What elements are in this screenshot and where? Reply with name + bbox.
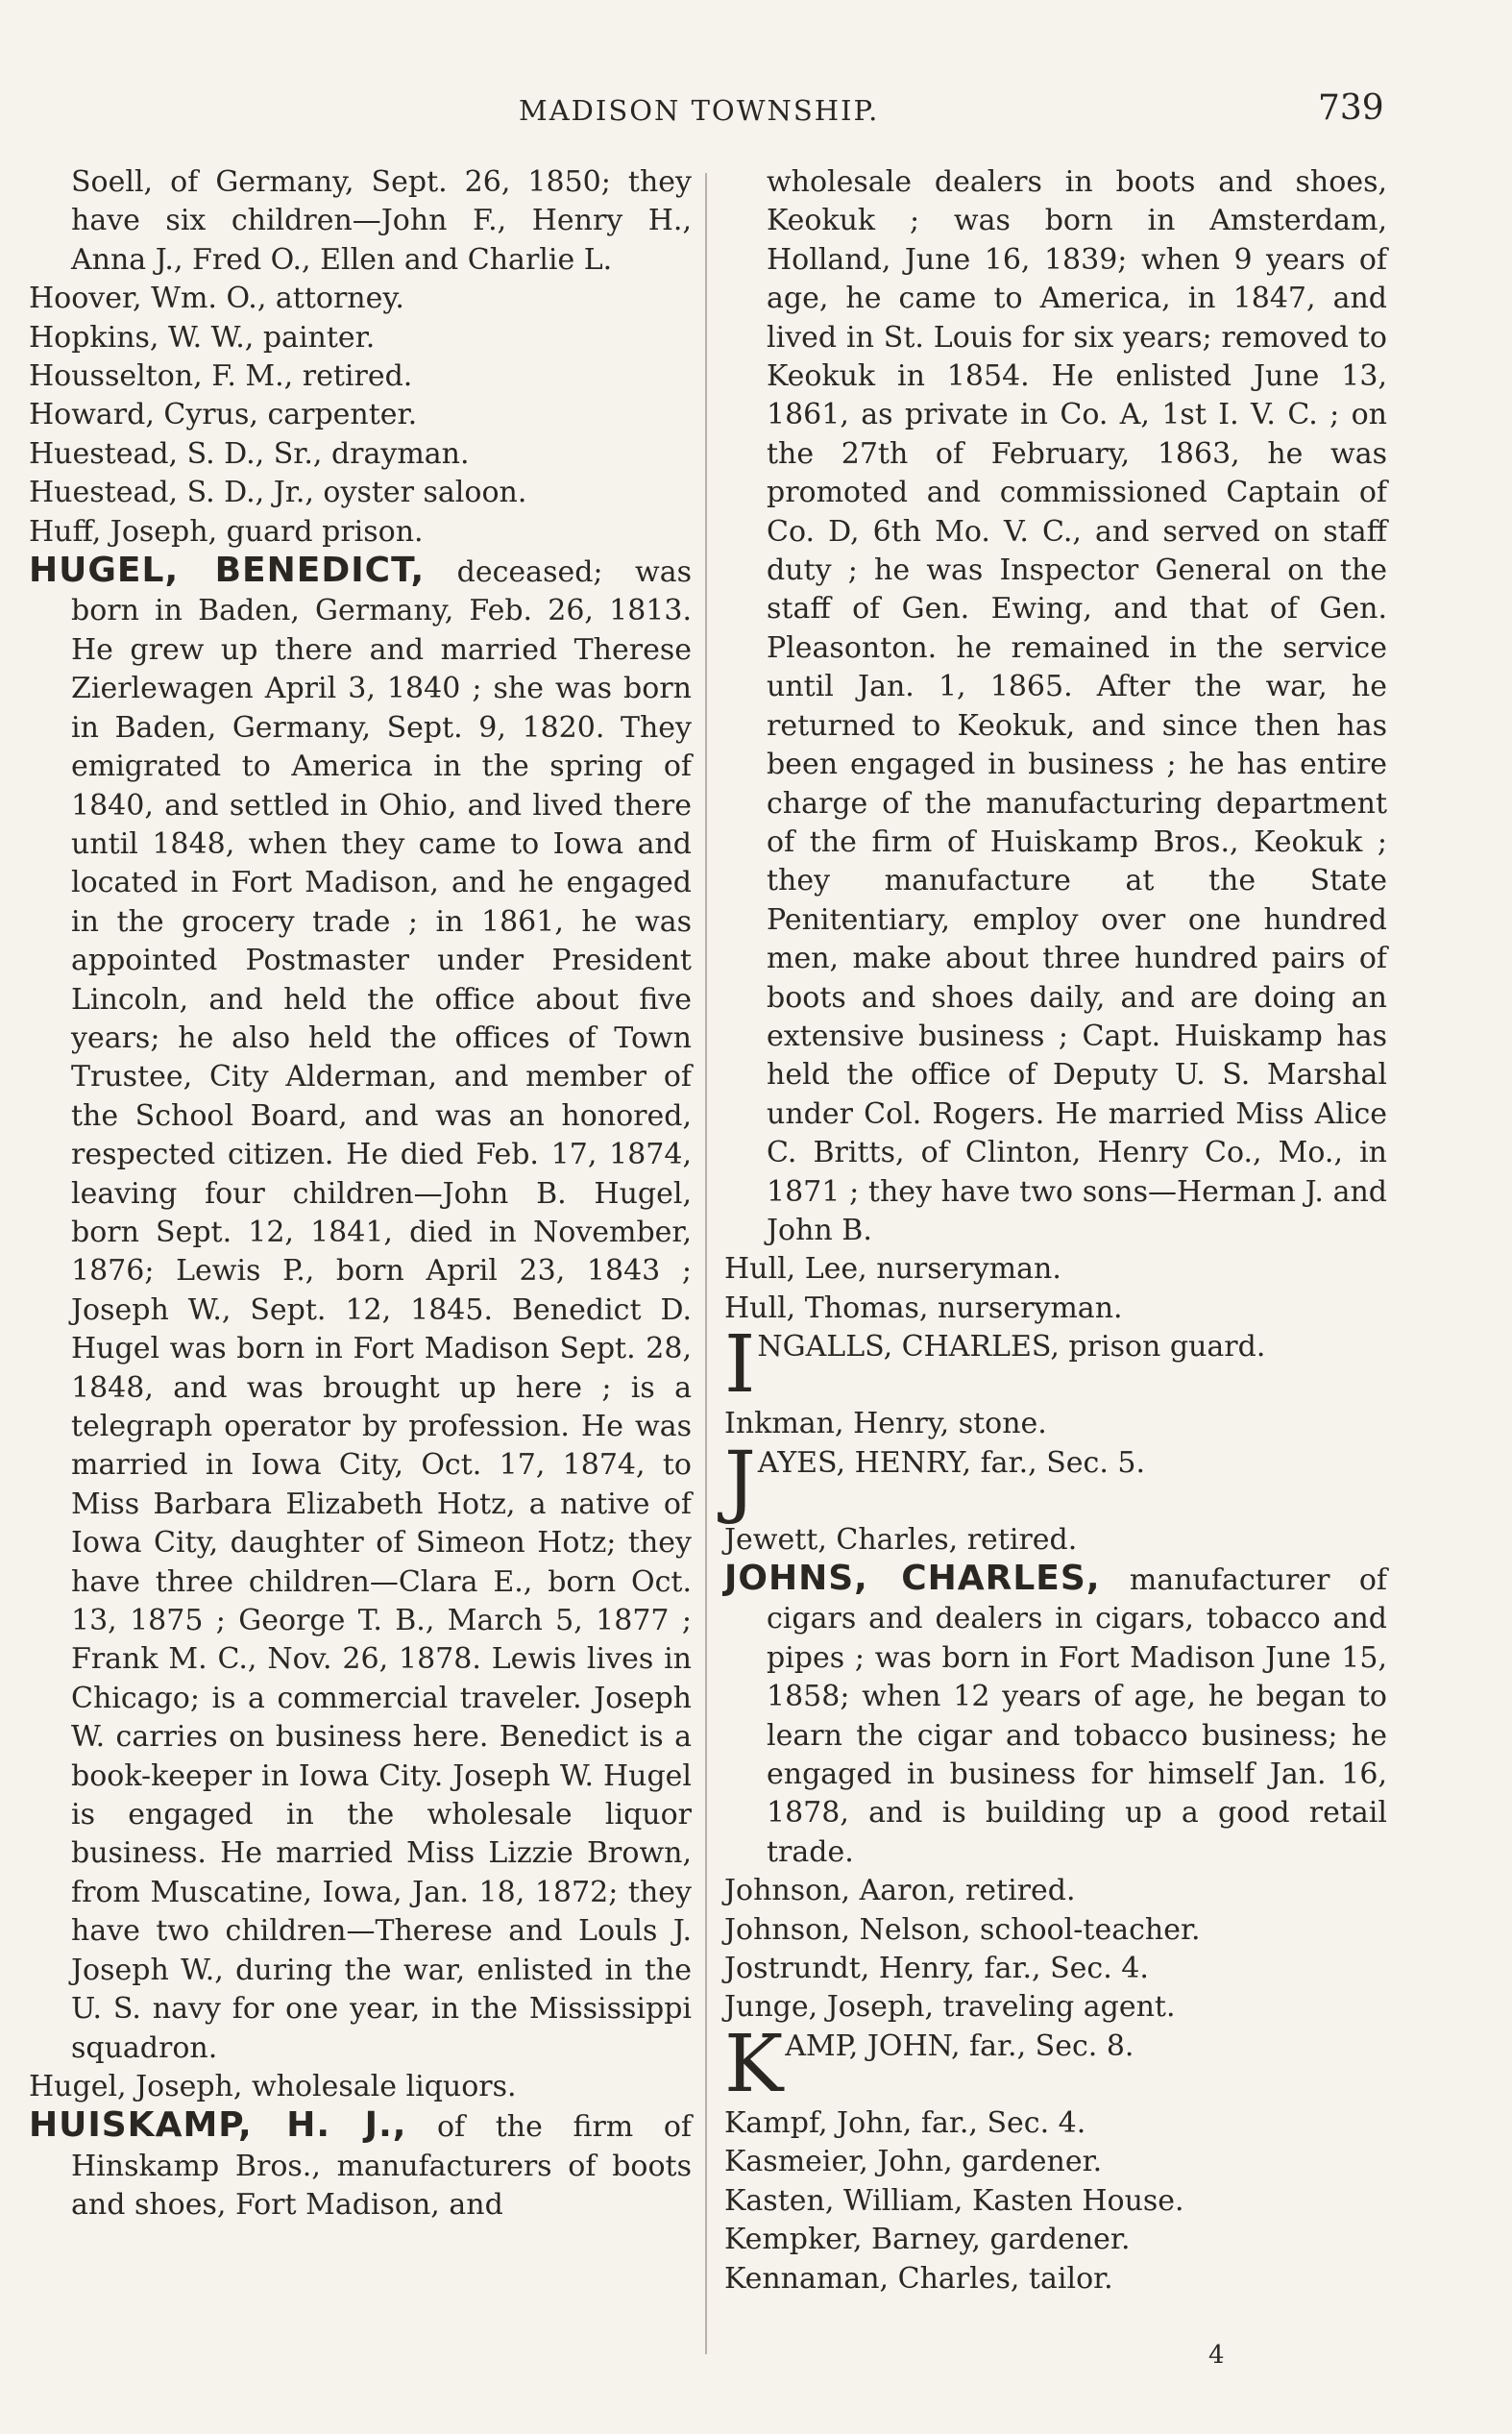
list-item: Inkman, Henry, stone. (724, 1407, 1047, 1441)
entry-text: NGALLS, CHARLES, prison guard. (757, 1330, 1266, 1365)
list-item: Hopkins, W. W., painter. (29, 320, 376, 355)
drop-cap: K (724, 2018, 784, 2110)
list-item: Jostrundt, Henry, far., Sec. 4. (724, 1952, 1149, 1986)
right-column (724, 163, 1387, 2299)
list-item: Hull, Thomas, nurseryman. (724, 1291, 1123, 1325)
page-number: 739 (1318, 88, 1384, 128)
continuation-text (29, 163, 692, 280)
signature-mark: 4 (1208, 2341, 1225, 2370)
list-item: Johnson, Aaron, retired. (724, 1874, 1076, 1908)
entry-text: AYES, HENRY, far., Sec. 5. (757, 1445, 1146, 1480)
list-item: Kasten, William, Kasten House. (724, 2183, 1184, 2218)
list-item: Junge, Joseph, traveling agent. (724, 1990, 1176, 2025)
list-item: Kennaman, Charles, tailor. (724, 2261, 1113, 2296)
continuation-body: Soell, of Germany, Sept. 26, 1850; they have six children—John F., Henry H., Anna J., Fred O., Ellen and Charlie L. (71, 165, 692, 277)
list-item: Hugel, Joseph, wholesale liquors. (29, 2069, 517, 2103)
biography-text: manufacturer of cigars and dealers in cigars, tobacco and pipes ; was born in Fort Madison June 15, 1858; when 12 years of age, he began to learn the cigar and tobacco business; he engaged in business for himself Jan. 16, 1878, and is building up a good retail trade. (767, 1563, 1387, 1869)
list-item: Huestead, S. D., Sr., drayman. (29, 436, 470, 471)
list-item: Johnson, Nelson, school-teacher. (724, 1912, 1201, 1947)
biography-text: of the firm of Hinskamp Bros., manufacturers of boots and shoes, Fort Madison, and (71, 2110, 692, 2223)
running-head: MADISON TOWNSHIP. (519, 94, 880, 127)
biography-huiskamp (29, 2106, 692, 2225)
drop-cap: I (724, 1319, 756, 1412)
column-divider (705, 173, 707, 2354)
section-entry-j (724, 1435, 1387, 1527)
section-entry-i (724, 1319, 1387, 1412)
biography-text: deceased; was born in Baden, Germany, Feb. 26, 1813. He grew up there and married Therese Zierlewagen April 3, 1840 ; she was born in Baden, Germany, Sept. 9, 1820. They emigrated to America in the spring of 1840, and settled in Ohio, and lived there until 1848, when they came to Iowa and located in Fort Madison, and he engaged in the grocery trade ; in 1861, he was appointed Postmaster under President Lincoln, and held the office about five years; he also held the offices of Town Trustee, City Alderman, and member of the School Board, and was an honored, respected citizen. He died Feb. 17, 1874, leaving four children—John B. Hugel, born Sept. 12, 1841, died in November, 1876; Lewis P., born April 23, 1843 ; Joseph W., Sept. 12, 1845. Benedict D. Hugel was born in Fort Madison Sept. 28, 1848, and was brought up here ; is a telegraph operator by profession. He was married in Iowa City, Oct. 17, 1874, to Miss Barbara Elizabeth Hotz, a native of Iowa City, daughter of Simeon Hotz; they have three children—Clara E., born Oct. 13, 1875 ; George T. B., March 5, 1877 ; Frank M. C., Nov. 26, 1878. Lewis lives in Chicago; is a commercial traveler. Joseph W. carries on business here. Benedict is a book-keeper in Iowa City. Joseph W. Hugel is engaged in the wholesale liquor business. He married Miss Lizzie Brown, from Muscatine, Iowa, Jan. 18, 1872; they have two children—Therese and Louls J. Joseph W., during the war, enlisted in the U. S. navy for one year, in the Mississippi squadron. (71, 555, 692, 2065)
list-item: Howard, Cyrus, carpenter. (29, 398, 418, 432)
entry-text: AMP, JOHN, far., Sec. 8. (785, 2028, 1134, 2063)
list-item: Housselton, F. M., retired. (29, 359, 413, 394)
list-item: Kasmeier, John, gardener. (724, 2145, 1103, 2179)
list-item: Huestead, S. D., Jr., oyster saloon. (29, 476, 527, 510)
biography-name: HUISKAMP, H. J., (29, 2105, 407, 2146)
biography-name: HUGEL, BENEDICT, (29, 551, 426, 591)
list-item: Jewett, Charles, retired. (724, 1522, 1078, 1557)
list-item: Kampf, John, far., Sec. 4. (724, 2105, 1086, 2140)
list-item: Kempker, Barney, gardener. (724, 2223, 1131, 2257)
list-item: Hull, Lee, nurseryman. (724, 1252, 1061, 1287)
section-entry-k (724, 2018, 1387, 2110)
drop-cap: J (724, 1435, 756, 1527)
page-header (0, 88, 1512, 136)
list-item: Huff, Joseph, guard prison. (29, 514, 424, 549)
list-item: Hoover, Wm. O., attorney. (29, 282, 404, 316)
left-column (29, 163, 692, 2225)
biography-name: JOHNS, CHARLES, (724, 1559, 1101, 1598)
biography-johns (724, 1560, 1387, 1872)
biography-hugel (29, 552, 692, 2068)
continuation-text: wholesale dealers in boots and shoes, Keokuk ; was born in Amsterdam, Holland, June 16, 1839; when 9 years of age, he came to America, in 1847, and lived in St. Louis for six years; removed to Keokuk in 1854. He enlisted June 13, 1861, as private in Co. A, 1st I. V. C. ; on the 27th of February, 1863, he was promoted and commissioned Captain of Co. D, 6th Mo. V. C., and served on staff duty ; he was Inspector General on the staff of Gen. Ewing, and that of Gen. Pleasonton. he remained in the service until Jan. 1, 1865. After the war, he returned to Keokuk, and since then has been engaged in business ; he has entire charge of the manufacturing department of the firm of Huiskamp Bros., Keokuk ; they manufacture at the State Penitentiary, employ over one hundred men, make about three hundred pairs of boots and shoes daily, and are doing an extensive business ; Capt. Huiskamp has held the office of Deputy U. S. Marshal under Col. Rogers. He married Miss Alice C. Britts, of Clinton, Henry Co., Mo., in 1871 ; they have two sons—Herman J. and John B. (767, 165, 1387, 1247)
